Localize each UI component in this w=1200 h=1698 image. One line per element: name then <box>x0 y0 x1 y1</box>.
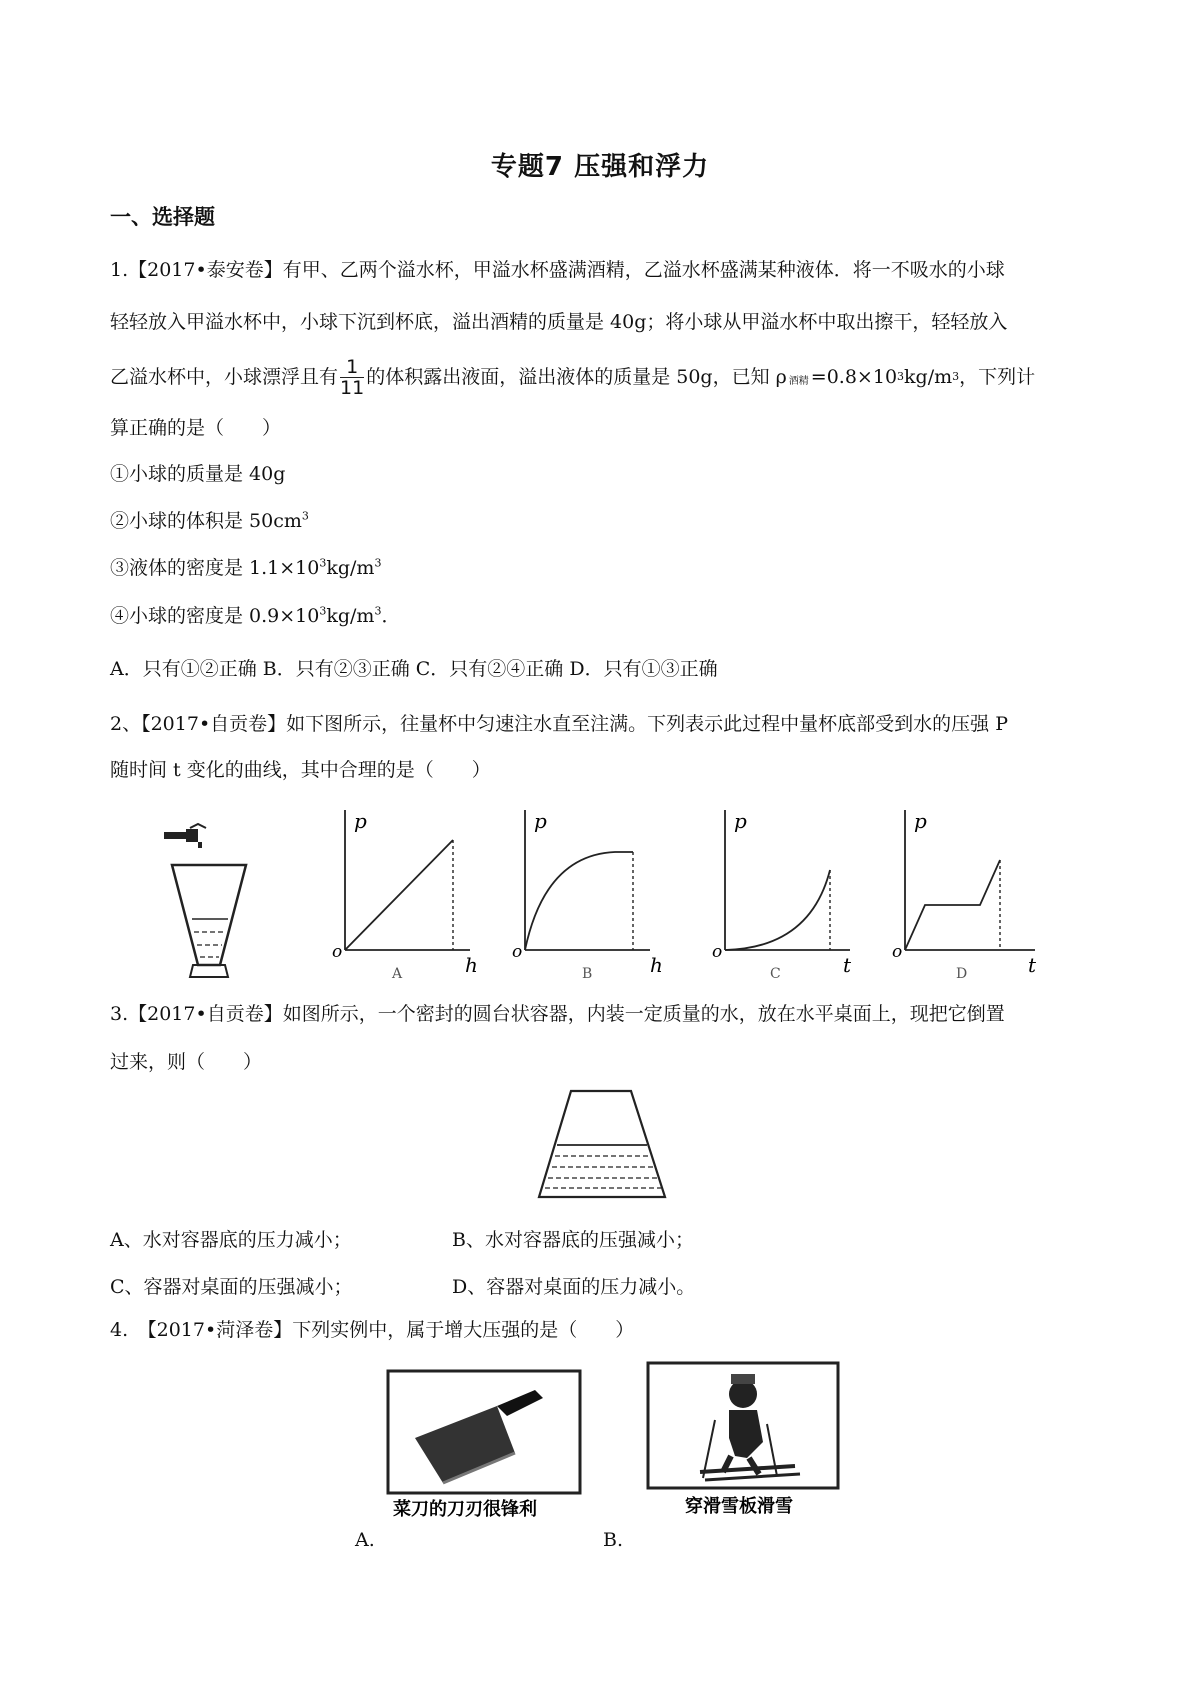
x-axis-label: h <box>465 953 478 977</box>
image-caption: 菜刀的刀刃很锋利 <box>393 1499 537 1518</box>
q3-option-c: C、容器对桌面的压强减小； <box>110 1276 353 1298</box>
origin-label: o <box>332 942 343 962</box>
x-axis-label: t <box>843 953 852 977</box>
q1-line3-b: 的体积露出液面，溢出液体的质量是 50g，已知 ρ <box>366 366 787 388</box>
q1-statement-4-c: ． <box>381 605 401 627</box>
fraction-denominator: 11 <box>340 376 365 399</box>
exponent: 3 <box>374 604 382 618</box>
q1-options: A．只有①②正确 B．只有②③正确 C．只有②④正确 D．只有①③正确 <box>110 658 718 680</box>
graph-label: C <box>770 966 781 982</box>
q1-line4: 算正确的是（ ） <box>110 417 282 439</box>
fraction-numerator: 1 <box>340 357 364 378</box>
y-axis-label: p <box>534 809 547 833</box>
q1-line3-c: =0.8×10 <box>810 366 898 388</box>
q1-statement-2 <box>110 509 309 533</box>
q3-option-a: A、水对容器底的压力减小； <box>110 1229 352 1251</box>
graph-label: D <box>956 966 968 982</box>
graph-d <box>880 800 1050 985</box>
exponent: 3 <box>319 556 327 570</box>
y-axis-label: p <box>354 809 367 833</box>
measuring-cup-figure <box>150 820 280 990</box>
frustum-container-figure <box>535 1085 675 1205</box>
q3-line2: 过来，则（ ） <box>110 1051 263 1073</box>
q1-statement-1: ①小球的质量是 40g <box>110 463 286 485</box>
q1-line3-e: ，下列计 <box>959 366 1036 388</box>
exponent: 3 <box>301 509 309 523</box>
graph-label: A <box>392 966 403 982</box>
q1-line2: 轻轻放入甲溢水杯中，小球下沉到杯底，溢出酒精的质量是 40g；将小球从甲溢水杯中取出擦干，轻轻放入 <box>110 311 1008 333</box>
graph-label: B <box>582 966 593 982</box>
q1-statement-4-b: kg/m <box>326 605 375 627</box>
image-caption: 穿滑雪板滑雪 <box>685 1496 793 1517</box>
x-axis-label: h <box>650 953 663 977</box>
fraction-one-eleventh <box>340 357 364 398</box>
q2-line2: 随时间 t 变化的曲线，其中合理的是（ ） <box>110 759 491 781</box>
graph-b <box>500 800 670 985</box>
q4-label-a: A. <box>355 1529 375 1551</box>
exponent: 3 <box>319 604 327 618</box>
q3-option-b: B、水对容器底的压强减小； <box>452 1229 694 1251</box>
q1-line3: 乙溢水杯中，小球漂浮且有 $\frac{1}{11}$ 的体积露出液面，溢出液体的质量是 50g，已知 ρ 酒精 =0.8×10 3 kg/m 3 ，下列计 <box>110 355 1036 399</box>
q1-statement-4-a: ④小球的密度是 0.9×10 <box>110 605 320 627</box>
y-axis-label: p <box>914 809 927 833</box>
faucet-icon <box>164 824 206 848</box>
q3-line1: 3.【2017•自贡卷】如图所示，一个密封的圆台状容器，内装一定质量的水，放在水平桌面上，现把它倒置 <box>110 1003 1005 1025</box>
q1-statement-3-b: kg/m <box>326 557 375 579</box>
graph-a <box>320 800 480 985</box>
origin-label: o <box>712 942 723 962</box>
exponent: 3 <box>374 556 382 570</box>
origin-label: o <box>892 942 903 962</box>
kitchen-knife-image <box>385 1368 585 1518</box>
q1-statement-3-a: ③液体的密度是 1.1×10 <box>110 557 320 579</box>
graph-c <box>700 800 860 985</box>
skier-image <box>645 1360 845 1518</box>
section-heading: 一、选择题 <box>110 205 215 229</box>
y-axis-label: p <box>734 809 747 833</box>
q2-line1: 2、【2017•自贡卷】如下图所示，往量杯中匀速注水直至注满。下列表示此过程中量杯底部受到水的压强 P <box>110 713 1008 735</box>
q1-statement-4 <box>110 604 400 628</box>
q4-line1: 4. 【2017•菏泽卷】下列实例中，属于增大压强的是（ ） <box>110 1319 635 1341</box>
page-title: 专题7 压强和浮力 <box>490 152 710 182</box>
q1-line1: 1.【2017•泰安卷】有甲、乙两个溢水杯，甲溢水杯盛满酒精，乙溢水杯盛满某种液体．将一不吸水的小球 <box>110 259 1005 281</box>
q3-option-d: D、容器对桌面的压力减小。 <box>452 1276 696 1298</box>
q1-line3-d: kg/m <box>904 366 953 388</box>
q1-statement-2-text: ②小球的体积是 50cm <box>110 510 302 532</box>
origin-label: o <box>512 942 523 962</box>
rho-subscript: 酒精 <box>788 376 809 387</box>
q1-statement-3 <box>110 556 381 580</box>
q1-line3-a: 乙溢水杯中，小球漂浮且有 <box>110 366 339 388</box>
q4-label-b: B. <box>603 1529 624 1551</box>
x-axis-label: t <box>1028 953 1037 977</box>
